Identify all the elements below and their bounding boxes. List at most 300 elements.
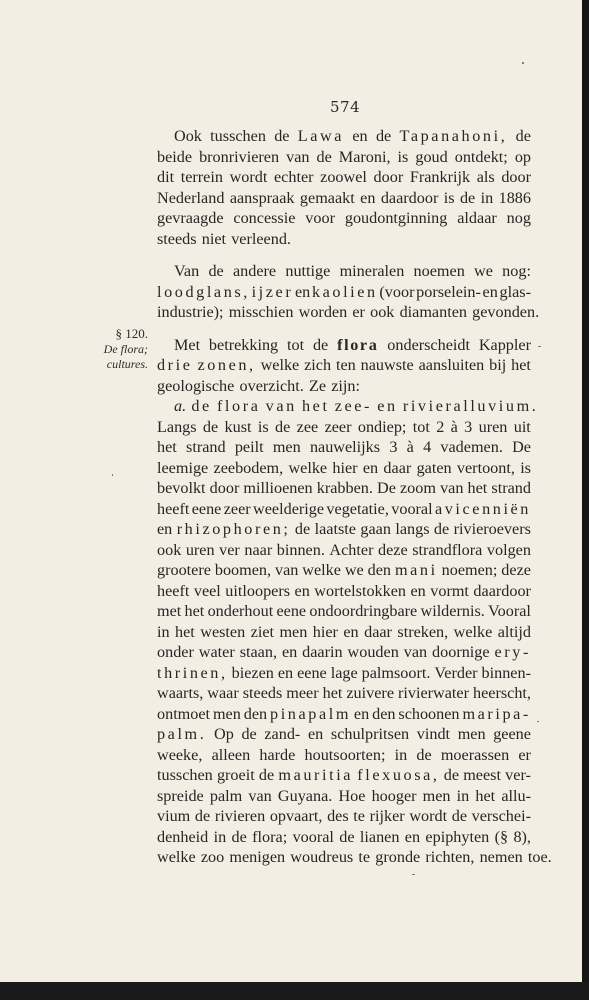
- word: naar: [244, 540, 273, 559]
- word: Nederland: [157, 188, 225, 207]
- word: zee: [296, 417, 319, 436]
- word: toe.: [527, 848, 552, 866]
- text-line: [157, 458, 531, 479]
- word: mauritia: [278, 766, 354, 784]
- word: overzicht.: [239, 376, 304, 395]
- word: Maroni,: [338, 147, 391, 166]
- word: het: [157, 438, 177, 456]
- word: weelderige: [253, 499, 325, 518]
- word: Langs: [157, 417, 197, 436]
- word: goudontginning: [344, 209, 448, 227]
- word: onder: [157, 643, 194, 661]
- word: nauwelijks: [309, 438, 381, 456]
- word: drie: [157, 356, 193, 374]
- word: (§: [494, 827, 509, 846]
- word: uitloopers: [225, 581, 291, 600]
- word: Ze: [308, 376, 327, 395]
- word: voor: [305, 209, 335, 227]
- text-line: [157, 642, 531, 663]
- word: epiphyten: [425, 827, 490, 846]
- word: men: [422, 786, 451, 805]
- word: flexuosa,: [357, 766, 440, 784]
- word: pinapalm: [270, 704, 352, 723]
- word: vertoont,: [456, 458, 515, 477]
- word: flora: [337, 335, 379, 354]
- word: en: [307, 725, 324, 743]
- word: goud: [415, 147, 448, 166]
- word: en: [352, 127, 368, 145]
- word: opvaart,: [269, 807, 323, 825]
- word: de: [416, 745, 432, 764]
- word: des: [327, 807, 349, 825]
- word: het: [175, 622, 195, 641]
- word: beide: [157, 147, 193, 166]
- word: diamanten: [399, 303, 467, 321]
- word: flora;: [252, 827, 288, 846]
- word: Kappler: [478, 335, 531, 354]
- word: weeke,: [157, 745, 203, 764]
- word: Vooral: [488, 602, 531, 620]
- word: deze: [501, 561, 531, 579]
- word: den: [372, 704, 396, 723]
- word: De: [377, 479, 396, 497]
- word: met: [157, 602, 182, 620]
- word: zonen,: [197, 356, 256, 374]
- word: schulpritsen: [330, 725, 410, 743]
- word: ver: [219, 540, 240, 559]
- word: porselein-: [416, 282, 481, 301]
- text-line: [157, 519, 531, 540]
- word: geene: [493, 725, 531, 743]
- word: Tapanahoni,: [399, 127, 508, 145]
- word: ver-: [505, 766, 531, 784]
- text-line: [157, 229, 531, 250]
- margin-note-line: De flora;: [103, 342, 148, 356]
- text-line: [157, 499, 531, 520]
- word: 3: [389, 438, 398, 456]
- word: vooral: [292, 827, 334, 846]
- word: ondiep;: [357, 417, 407, 436]
- word: daar: [383, 458, 412, 477]
- word: en: [360, 188, 376, 207]
- word: schoonen: [398, 704, 460, 723]
- word: in: [213, 827, 227, 846]
- word: en: [343, 622, 359, 641]
- word: gevraagde: [157, 209, 224, 227]
- text-line: [157, 827, 531, 848]
- word: maripa-: [462, 704, 531, 723]
- word: heeft: [157, 581, 190, 600]
- paragraph-gap: [157, 323, 531, 335]
- word: de: [202, 417, 219, 436]
- word: en: [277, 663, 294, 682]
- word: palmsoort.: [361, 663, 431, 682]
- word: De: [512, 438, 531, 456]
- word: binnen.: [276, 540, 325, 559]
- body-text: [157, 126, 552, 868]
- word: aldaar: [457, 209, 497, 227]
- word: het: [184, 602, 205, 620]
- word: biezen: [231, 663, 274, 682]
- word: 8),: [513, 827, 531, 846]
- word: bij: [489, 356, 507, 374]
- word: strand: [186, 438, 226, 456]
- word: gaan: [360, 520, 391, 538]
- word: rivierwater: [398, 684, 470, 702]
- word: industrie);: [157, 303, 224, 321]
- word: langs: [395, 520, 430, 538]
- word: millioenen: [243, 479, 313, 497]
- word: zich: [304, 356, 332, 374]
- word: te: [353, 807, 365, 825]
- section-number: § 120.: [115, 326, 148, 341]
- word: menigen: [229, 848, 286, 866]
- word: onderscheidt: [387, 335, 470, 354]
- word: zoowel: [320, 168, 367, 186]
- word: Frankrijk: [409, 168, 471, 186]
- word: misschien: [228, 303, 294, 321]
- text-line: [157, 683, 531, 704]
- word: concessie: [233, 209, 296, 227]
- word: en: [482, 282, 498, 301]
- word: daardoor: [380, 188, 439, 207]
- word: ook: [157, 540, 182, 559]
- text-line: [157, 282, 531, 303]
- word: harde: [259, 745, 296, 764]
- word: vindt: [416, 725, 451, 743]
- word: er: [352, 303, 365, 321]
- word: allu-: [501, 786, 531, 805]
- margin-note-line: cultures.: [106, 357, 148, 371]
- word: thrinen,: [157, 663, 228, 682]
- word: het: [475, 786, 496, 805]
- word: is: [397, 147, 409, 166]
- text-line: [157, 847, 552, 868]
- text-line: [157, 376, 531, 397]
- text-line: [157, 355, 531, 376]
- word: gevonden.: [472, 303, 540, 321]
- word: zijn:: [331, 376, 360, 395]
- paper-speck: [412, 874, 415, 875]
- word: heeft: [157, 499, 190, 518]
- word: Achter: [329, 540, 374, 559]
- text-line: [157, 437, 531, 458]
- word: is: [443, 188, 455, 207]
- word: vium: [157, 807, 191, 825]
- text-line: [157, 478, 531, 499]
- word: als: [476, 168, 495, 186]
- word: van: [265, 397, 297, 415]
- word: van: [274, 561, 299, 579]
- word: ontmoet: [157, 704, 211, 723]
- word: alleen: [211, 745, 251, 764]
- word: 4: [423, 438, 432, 456]
- word: ook: [370, 303, 395, 321]
- text-line: [157, 261, 531, 282]
- word: in: [480, 188, 494, 207]
- word: steeds: [242, 684, 283, 702]
- word: de: [312, 335, 329, 354]
- word: daardoor: [473, 581, 531, 600]
- word: zeer: [223, 499, 251, 518]
- word: mineralen: [339, 262, 405, 280]
- word: noemen;: [441, 561, 498, 579]
- word: vademen.: [440, 438, 503, 456]
- word: de: [191, 397, 212, 415]
- word: gronde: [375, 848, 421, 866]
- word: de: [433, 520, 450, 538]
- text-line: [157, 417, 531, 438]
- word: Guyana.: [277, 786, 333, 805]
- word: en: [157, 520, 173, 538]
- word: de: [339, 827, 355, 846]
- word: mani: [394, 561, 438, 579]
- word: krabben.: [316, 479, 373, 497]
- word: ondoordringbare: [309, 602, 418, 620]
- word: glas-: [499, 282, 531, 301]
- word: tot: [412, 417, 430, 436]
- word: men: [272, 438, 301, 456]
- word: in: [394, 745, 408, 764]
- word: van: [248, 786, 272, 805]
- word: spreide: [157, 786, 204, 805]
- word: echter: [273, 168, 314, 186]
- word: er: [518, 745, 531, 764]
- word: de: [451, 807, 467, 825]
- word: gaten: [416, 458, 452, 477]
- word: de: [443, 766, 459, 784]
- word: de: [231, 827, 247, 846]
- word: Verder: [434, 663, 478, 682]
- page-number: 574: [330, 98, 361, 116]
- word: verschei-: [471, 807, 531, 825]
- text-line: [157, 208, 531, 229]
- word: boomen,: [214, 561, 272, 579]
- word: binnen-: [481, 663, 531, 682]
- word: rivieren: [214, 807, 266, 825]
- word: het: [322, 684, 343, 702]
- word: denheid: [157, 827, 209, 846]
- text-line: [157, 302, 540, 323]
- word: lianen: [359, 827, 400, 846]
- text-line: [157, 188, 531, 209]
- word: flora: [216, 397, 261, 415]
- paragraph-gap: [157, 249, 531, 261]
- word: wouden: [347, 643, 399, 661]
- word: a.: [174, 397, 187, 415]
- word: en: [294, 581, 310, 600]
- word: op: [514, 147, 531, 166]
- word: palm: [209, 786, 243, 805]
- word: loodglans,: [157, 282, 250, 301]
- word: de: [275, 417, 291, 436]
- word: daarin: [302, 643, 343, 661]
- word: rhizophoren;: [176, 520, 291, 538]
- word: en: [377, 397, 398, 415]
- word: lage: [330, 663, 358, 682]
- word: richten,: [425, 848, 475, 866]
- word: en: [404, 827, 421, 846]
- word: vegetatie,: [326, 499, 389, 518]
- word: Ook: [174, 127, 202, 145]
- word: de: [241, 725, 257, 743]
- word: groeit: [216, 766, 255, 784]
- word: laatste: [314, 520, 356, 538]
- text-line: [157, 724, 531, 745]
- word: wordt: [229, 168, 268, 186]
- word: men: [279, 622, 308, 641]
- text-line: [157, 126, 531, 147]
- paper-speck: [537, 721, 539, 722]
- word: bevolkt: [157, 479, 206, 497]
- word: altijd: [497, 622, 531, 641]
- word: à: [450, 417, 458, 436]
- word: kust: [224, 417, 252, 436]
- word: ziet: [250, 622, 275, 641]
- word: vooral: [391, 499, 433, 518]
- word: niet: [201, 229, 227, 248]
- word: betrekking: [208, 335, 279, 354]
- word: westen: [200, 622, 246, 641]
- word: uit: [513, 417, 531, 436]
- word: men: [457, 725, 486, 743]
- word: 2: [436, 417, 445, 436]
- word: is: [520, 458, 531, 477]
- word: heerscht,: [473, 684, 531, 702]
- text-line: [157, 601, 531, 622]
- word: de: [258, 766, 275, 784]
- word: nauwste: [360, 356, 414, 374]
- word: Met: [174, 335, 201, 354]
- word: nuttige: [285, 262, 331, 280]
- word: hier: [312, 622, 338, 641]
- word: eene: [297, 663, 327, 682]
- word: hooger: [371, 786, 417, 805]
- word: we: [474, 262, 493, 280]
- word: doornige: [432, 643, 490, 661]
- word: meer: [286, 684, 319, 702]
- word: zand-: [264, 725, 301, 743]
- word: volgen: [486, 540, 531, 559]
- text-line: [157, 147, 531, 168]
- word: zeer: [324, 417, 352, 436]
- text-line: [157, 786, 531, 807]
- word: is: [257, 417, 269, 436]
- word: tusschen: [210, 127, 266, 145]
- text-line: [157, 745, 531, 766]
- word: steeds: [157, 229, 197, 248]
- word: wildernis.: [420, 602, 485, 620]
- paper-speck: [522, 62, 524, 64]
- word: moerassen: [440, 745, 510, 764]
- word: rijker: [369, 807, 405, 825]
- word: andere: [232, 262, 277, 280]
- word: en: [353, 704, 370, 723]
- word: van: [440, 479, 464, 497]
- word: leemige: [157, 458, 209, 477]
- word: wordt: [409, 807, 448, 825]
- word: kaolien: [311, 282, 378, 301]
- word: aanspraak: [229, 188, 295, 207]
- word: den: [367, 561, 392, 579]
- word: ten: [335, 356, 356, 374]
- text-line: [157, 765, 531, 786]
- word: rivieralluvium.: [402, 397, 539, 415]
- word: de: [274, 127, 290, 145]
- word: aansluiten: [418, 356, 485, 374]
- text-line: [157, 663, 531, 684]
- word: deze: [378, 540, 408, 559]
- word: onderhout: [207, 602, 274, 620]
- word: meest: [463, 766, 501, 784]
- word: zeebodem,: [213, 458, 284, 477]
- word: en: [281, 643, 298, 661]
- word: veel: [193, 581, 221, 600]
- word: men: [212, 704, 241, 723]
- word: geologische: [157, 376, 235, 395]
- word: dit: [157, 168, 175, 186]
- word: den: [243, 704, 268, 723]
- word: welke: [288, 458, 328, 477]
- word: bronrivieren: [199, 147, 280, 166]
- word: Hoe: [338, 786, 366, 805]
- word: zee-: [334, 397, 373, 415]
- word: tusschen: [157, 766, 213, 784]
- word: door: [373, 168, 404, 186]
- word: nog: [506, 209, 531, 227]
- text-line: [157, 581, 531, 602]
- word: zoo: [200, 848, 225, 866]
- word: van: [286, 147, 310, 166]
- word: zuivere: [346, 684, 395, 702]
- word: de: [294, 520, 311, 538]
- word: (voor: [379, 282, 415, 301]
- text-line: [157, 335, 531, 356]
- word: avicenniën: [434, 499, 531, 518]
- word: in: [157, 622, 170, 641]
- word: 1886: [498, 188, 531, 207]
- word: verleend.: [231, 229, 291, 248]
- word: 3: [464, 417, 473, 436]
- word: streken,: [397, 622, 449, 641]
- word: eene: [276, 602, 307, 620]
- word: à: [406, 438, 414, 456]
- word: uren: [478, 417, 508, 436]
- word: de: [316, 147, 332, 166]
- text-line: [157, 560, 531, 581]
- word: staan,: [239, 643, 277, 661]
- word: hier: [332, 458, 358, 477]
- word: Lawa: [297, 127, 345, 145]
- word: worden: [298, 303, 348, 321]
- word: gemaakt: [299, 188, 355, 207]
- word: rivieroevers: [453, 520, 531, 538]
- word: waarts,: [157, 684, 204, 702]
- word: woudreus: [290, 848, 354, 866]
- word: ijzer: [251, 282, 294, 301]
- word: waar: [207, 684, 239, 702]
- scan-edge-bottom: [0, 982, 589, 1000]
- text-line: [157, 540, 531, 561]
- word: door: [209, 479, 240, 497]
- word: noemen: [413, 262, 465, 280]
- text-line: [157, 806, 531, 827]
- word: en: [294, 282, 311, 301]
- word: Van: [174, 262, 200, 280]
- word: strandflora: [412, 540, 483, 559]
- word: eene: [191, 499, 222, 518]
- word: peilt: [234, 438, 264, 456]
